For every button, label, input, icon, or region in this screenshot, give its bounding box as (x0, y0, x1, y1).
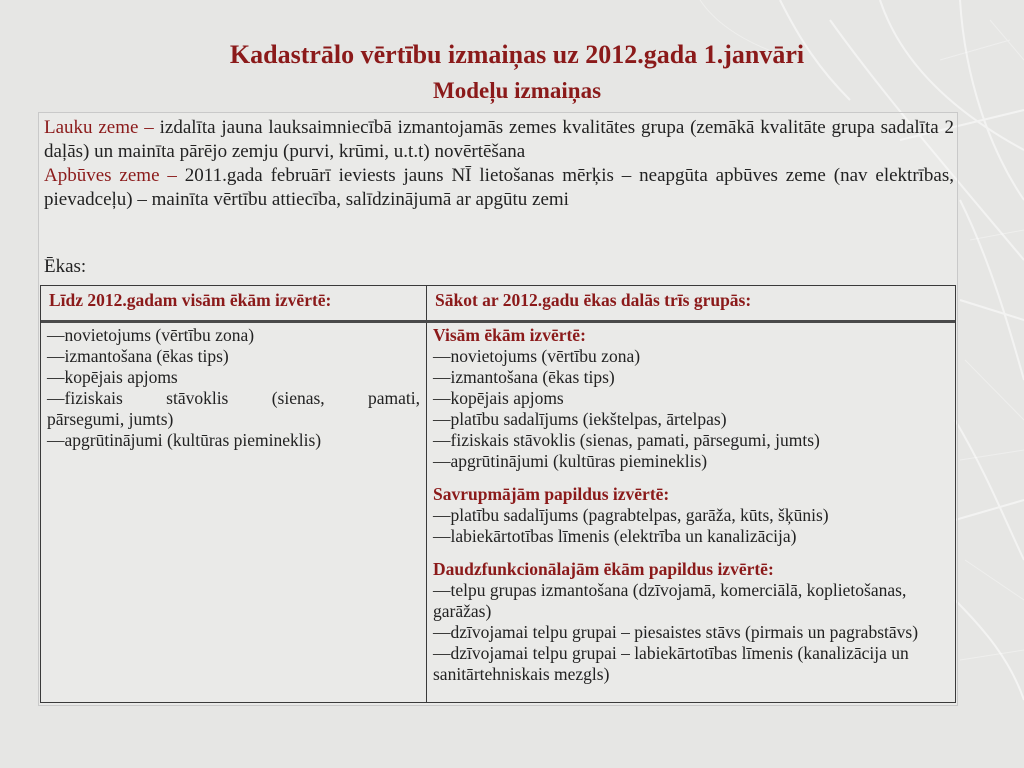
agricultural-land-paragraph (44, 116, 954, 164)
word: ―fiziskais (47, 388, 123, 408)
agricultural-land-term: Lauku zeme – (44, 117, 154, 138)
slide-subtitle: Modeļu izmaiņas (432, 78, 602, 103)
physical-condition-line (47, 388, 420, 409)
group-multifunctional-buildings (433, 559, 949, 685)
physical-condition-continuation: pārsegumi, jumts) (47, 409, 174, 429)
group-all-buildings (433, 325, 949, 472)
word: (sienas, (271, 388, 325, 408)
list-item: ―platību sadalījums (iekštelpas, ārtelpas) (433, 409, 727, 429)
built-up-land-text: 2011.gada februārī ieviests jauns NĪ lietošanas mērķis – neapgūta apbūves zeme (nav elektrības, pievadceļu) – mainīta vērtību attiecība, salīdzinājumā ar apgūtu zemi (44, 165, 954, 210)
list-item: ―novietojums (vērtību zona) (47, 325, 255, 345)
header-until-2012: Līdz 2012.gadam visām ēkām izvērtē: (41, 286, 427, 320)
buildings-heading: Ēkas: (44, 256, 87, 277)
list-item: ―izmantošana (ēkas tips) (47, 346, 229, 366)
list-item: ―kopējais apjoms (47, 367, 178, 387)
list-item: ―dzīvojamai telpu grupai – labiekārtotības līmenis (kanalizācija un sanitārtehniskais mezgls) (433, 643, 909, 684)
built-up-land-paragraph (44, 164, 954, 212)
group-title: Visām ēkām izvērtē: (433, 325, 586, 345)
list-item: ―kopējais apjoms (433, 388, 564, 408)
slide-title: Kadastrālo vērtību izmaiņas uz 2012.gada 1.janvāri (229, 40, 805, 69)
land-changes-block (44, 116, 954, 212)
group-items (433, 346, 949, 472)
header-from-2012: Sākot ar 2012.gadu ēkas dalās trīs grupās: (435, 290, 752, 310)
cell-until-2012 (41, 323, 427, 702)
list-item: ―izmantošana (ēkas tips) (433, 367, 615, 387)
list-item: ―apgrūtinājumi (kultūras piemineklis) (47, 430, 322, 450)
group-detached-houses (433, 484, 949, 547)
list-item: ―telpu grupas izmantošana (dzīvojamā, komerciālā, koplietošanas, garāžas) (433, 580, 907, 621)
list-item-physical-condition (47, 388, 420, 430)
word: stāvoklis (166, 388, 229, 408)
group-items (433, 505, 949, 547)
criteria-list-until-2012 (47, 325, 420, 451)
group-items (433, 580, 949, 685)
list-item: ―fiziskais stāvoklis (sienas, pamati, pārsegumi, jumts) (433, 430, 820, 450)
table-header-row (41, 286, 955, 323)
built-up-land-term: Apbūves zeme – (44, 165, 177, 186)
buildings-comparison-table (40, 285, 956, 703)
cell-from-2012 (427, 323, 955, 702)
list-item: ―platību sadalījums (pagrabtelpas, garāža, kūts, šķūnis) (433, 505, 829, 525)
group-title: Daudzfunkcionālajām ēkām papildus izvērtē: (433, 559, 774, 579)
list-item: ―novietojums (vērtību zona) (433, 346, 641, 366)
table-body-row (41, 323, 955, 702)
agricultural-land-text: izdalīta jauna lauksaimniecībā izmantojamās zemes kvalitātes grupa (zemākā kvalitāte grupa sadalīta 2 daļās) un mainīta pārējo zemju (purvi, krūmi, u.t.t) novērtēšana (44, 117, 954, 162)
list-item: ―apgrūtinājumi (kultūras piemineklis) (433, 451, 708, 471)
group-title: Savrupmājām papildus izvērtē: (433, 484, 670, 504)
list-item: ―dzīvojamai telpu grupai – piesaistes stāvs (pirmais un pagrabstāvs) (433, 622, 919, 642)
word: pamati, (367, 388, 420, 408)
list-item: ―labiekārtotības līmenis (elektrība un kanalizācija) (433, 526, 797, 546)
